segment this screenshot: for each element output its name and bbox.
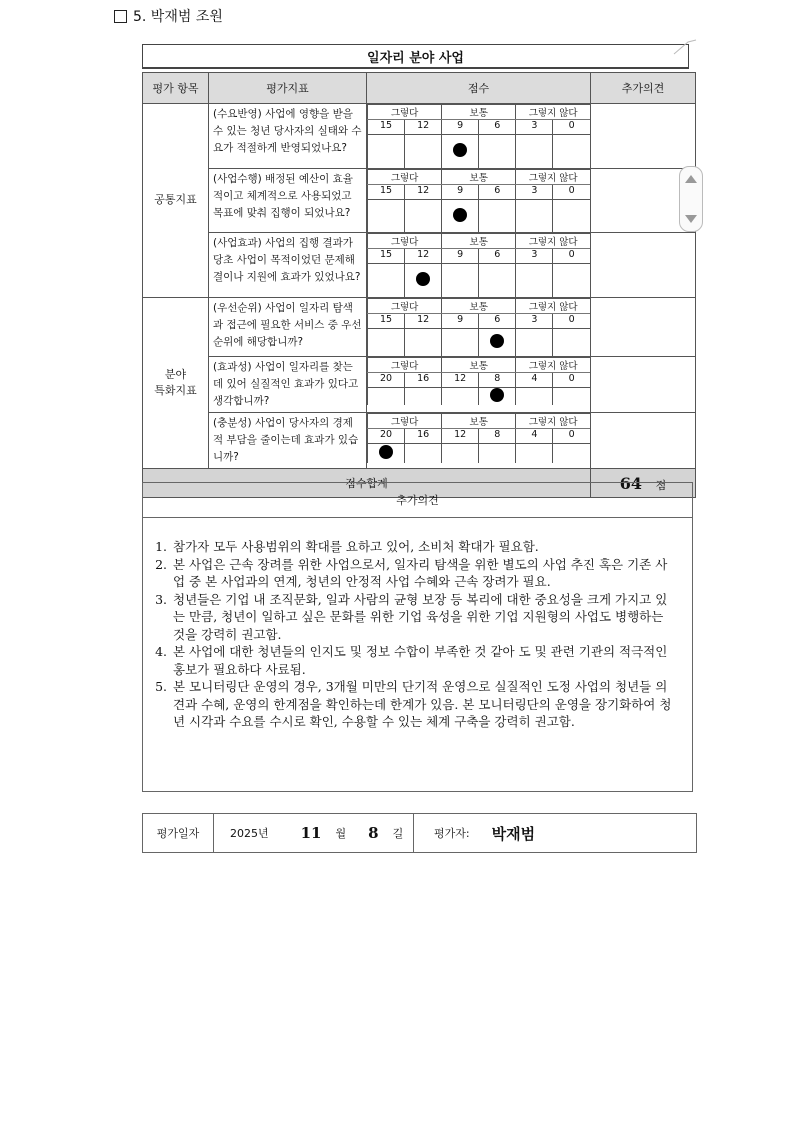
score-option: 0: [553, 429, 590, 444]
opinion-cell[interactable]: [591, 233, 696, 298]
score-mark-cell[interactable]: [516, 329, 553, 357]
header-opinion: 추가의견: [591, 73, 696, 104]
score-option: 6: [479, 120, 516, 135]
score-option: 0: [553, 314, 590, 329]
score-mark-cell[interactable]: [405, 329, 442, 357]
scale-label: 그렇다: [368, 170, 442, 185]
score-option: 9: [442, 120, 479, 135]
score-option: 20: [368, 373, 405, 388]
score-option: 15: [368, 249, 405, 264]
category-common: 공통지표: [143, 104, 209, 298]
score-option: 9: [442, 314, 479, 329]
score-cell: [367, 104, 591, 169]
indicator-text: (효과성) 사업이 일자리를 찾는데 있어 실질적인 효과가 있다고 생각합니까?: [209, 357, 367, 413]
score-option: 3: [516, 185, 553, 200]
selected-mark-icon: [453, 143, 467, 157]
score-mark-cell[interactable]: [405, 135, 442, 169]
score-mark-cell[interactable]: [368, 444, 405, 464]
score-option: 12: [405, 314, 442, 329]
score-mark-cell[interactable]: [553, 200, 590, 233]
scroll-up-icon[interactable]: [685, 175, 697, 183]
score-mark-cell[interactable]: [553, 444, 590, 464]
opinion-item: 1. 참가자 모두 사용범위의 확대를 요하고 있어, 소비처 확대가 필요함.: [171, 538, 676, 556]
scale-label: 보통: [442, 414, 516, 429]
scale-label: 그렇지 않다: [516, 234, 590, 249]
scale-label: 보통: [442, 358, 516, 373]
score-cell: [367, 357, 591, 413]
score-option: 15: [368, 185, 405, 200]
score-cell: [367, 233, 591, 298]
evaluator-label: 평가자:: [434, 827, 470, 840]
heading-text: 5. 박재범 조원: [133, 9, 223, 25]
date-month: 11: [300, 824, 322, 842]
score-mark-cell[interactable]: [405, 200, 442, 233]
scale-label: 그렇다: [368, 299, 442, 314]
score-mark-cell[interactable]: [368, 264, 405, 298]
score-mark-cell[interactable]: [479, 200, 516, 233]
opinion-cell[interactable]: [591, 413, 696, 469]
score-option: 9: [442, 185, 479, 200]
category-special: 분야 특화지표: [143, 298, 209, 469]
opinion-cell[interactable]: [591, 357, 696, 413]
score-mark-cell[interactable]: [442, 329, 479, 357]
score-mark-cell[interactable]: [368, 329, 405, 357]
score-mark-cell[interactable]: [442, 200, 479, 233]
score-mark-cell[interactable]: [442, 444, 479, 464]
evaluator-name: 박재범: [491, 824, 536, 843]
score-mark-cell[interactable]: [553, 388, 590, 406]
score-mark-cell[interactable]: [479, 444, 516, 464]
score-mark-cell[interactable]: [516, 135, 553, 169]
header-category: 평가 항목: [143, 73, 209, 104]
header-score: 점수: [367, 73, 591, 104]
score-mark-cell[interactable]: [368, 135, 405, 169]
score-mark-cell[interactable]: [553, 135, 590, 169]
score-option: 6: [479, 249, 516, 264]
scroll-down-icon[interactable]: [685, 215, 697, 223]
score-mark-cell[interactable]: [479, 135, 516, 169]
scale-label: 그렇지 않다: [516, 358, 590, 373]
score-option: 9: [442, 249, 479, 264]
table-title: [142, 44, 689, 69]
opinion-item: 5. 본 모니터링단 운영의 경우, 3개월 미만의 단기적 운영으로 실질적인 도정 사업의 청년들 의견과 수혜, 운영의 한계점을 확인하는데 한계가 있음. 본 모니터링단의 운영을 장기화하여 청년 시각과 수요를 수시로 확인, 수용할 수 있는 체계 구축을 강력히 권고함.: [171, 678, 676, 731]
score-option: 4: [516, 429, 553, 444]
score-option: 0: [553, 373, 590, 388]
score-option: 12: [405, 249, 442, 264]
score-option: 4: [516, 373, 553, 388]
scale-label: 그렇지 않다: [516, 170, 590, 185]
selected-mark-icon: [416, 272, 430, 286]
scale-label: 그렇다: [368, 234, 442, 249]
selected-mark-icon: [490, 334, 504, 348]
score-mark-cell[interactable]: [368, 200, 405, 233]
score-mark-cell[interactable]: [553, 264, 590, 298]
score-option: 3: [516, 314, 553, 329]
scale-label: 그렇지 않다: [516, 299, 590, 314]
table-row: [143, 169, 696, 233]
indicator-text: (우선순위) 사업이 일자리 탐색과 접근에 필요한 서비스 중 우선순위에 해당합니까?: [209, 298, 367, 357]
score-option: 16: [405, 373, 442, 388]
evaluation-table: [142, 72, 696, 498]
opinion-cell[interactable]: [591, 298, 696, 357]
score-option: 12: [442, 429, 479, 444]
scale-label: 보통: [442, 234, 516, 249]
score-option: 3: [516, 249, 553, 264]
date-day: 8: [368, 824, 379, 842]
score-mark-cell[interactable]: [405, 388, 442, 406]
scale-label: 그렇지 않다: [516, 105, 590, 120]
score-option: 20: [368, 429, 405, 444]
table-row: [143, 357, 696, 413]
score-option: 12: [405, 185, 442, 200]
table-row: [143, 233, 696, 298]
indicator-text: (사업수행) 배정된 예산이 효율적이고 체계적으로 사용되었고 목표에 맞춰 집행이 되었나요?: [209, 169, 367, 233]
indicator-text: (사업효과) 사업의 집행 결과가 당초 사업이 목적이었던 문제해결이나 지원에 효과가 있었나요?: [209, 233, 367, 298]
total-unit: 점: [655, 478, 667, 492]
opinion-item: 2. 본 사업은 근속 장려를 위한 사업으로서, 일자리 탐색을 위한 별도의 사업 추진 혹은 기존 사업 중 본 사업과의 연계, 청년의 안정적 사업 수혜와 근속 장려가 필요.: [171, 556, 676, 591]
score-option: 0: [553, 120, 590, 135]
opinion-header: 추가의견: [143, 483, 692, 518]
indicator-text: (수요반영) 사업에 영향을 받을 수 있는 청년 당사자의 실태와 수요가 적절하게 반영되었나요?: [209, 104, 367, 169]
section-heading: [114, 6, 223, 26]
score-mark-cell[interactable]: [405, 264, 442, 298]
header-row: [143, 73, 696, 104]
opinion-item: 4. 본 사업에 대한 청년들의 인지도 및 정보 수합이 부족한 것 같아 도 및 관련 기관의 적극적인 홍보가 필요하다 사료됨.: [171, 643, 676, 678]
scale-label: 그렇지 않다: [516, 414, 590, 429]
evaluation-footer: [142, 813, 697, 853]
date-value: [214, 814, 414, 852]
score-cell: [367, 413, 591, 469]
date-month-unit: 월: [335, 827, 347, 840]
score-cell: [367, 169, 591, 233]
opinion-item: 3. 청년들은 기업 내 조직문화, 일과 사람의 균형 보장 등 복리에 대한 중요성을 크게 가지고 있는 만큼, 청년이 일하고 싶은 문화를 위한 기업 육성을 위한 기업 지원형의 사업도 병행하는 것을 강력히 권고함.: [171, 591, 676, 644]
score-mark-cell[interactable]: [479, 264, 516, 298]
score-mark-cell[interactable]: [442, 388, 479, 406]
scale-label: 보통: [442, 170, 516, 185]
score-mark-cell[interactable]: [479, 388, 516, 406]
score-mark-cell[interactable]: [405, 444, 442, 464]
scale-label: 그렇다: [368, 105, 442, 120]
score-option: 16: [405, 429, 442, 444]
selected-mark-icon: [453, 208, 467, 222]
date-year: 2025년: [230, 827, 269, 840]
table-row: [143, 413, 696, 469]
score-mark-cell[interactable]: [442, 135, 479, 169]
score-option: 8: [479, 373, 516, 388]
selected-mark-icon: [379, 445, 393, 459]
date-day-unit: 길: [392, 827, 404, 840]
opinion-box: [142, 482, 693, 792]
score-mark-cell[interactable]: [516, 444, 553, 464]
scale-label: 보통: [442, 105, 516, 120]
indicator-text: (충분성) 사업이 당사자의 경제적 부담을 줄이는데 효과가 있습니까?: [209, 413, 367, 469]
score-option: 12: [405, 120, 442, 135]
scale-label: 그렇다: [368, 358, 442, 373]
score-mark-cell[interactable]: [516, 200, 553, 233]
score-option: 12: [442, 373, 479, 388]
scale-label: 그렇다: [368, 414, 442, 429]
table-title-text: 일자리 분야 사업: [367, 50, 464, 66]
score-mark-cell[interactable]: [442, 264, 479, 298]
score-option: 0: [553, 185, 590, 200]
table-row: [143, 104, 696, 169]
score-option: 3: [516, 120, 553, 135]
total-value: 64: [619, 473, 643, 493]
score-option: 15: [368, 120, 405, 135]
date-label: 평가일자: [143, 814, 214, 852]
evaluator-cell: [414, 823, 696, 844]
scale-label: 보통: [442, 299, 516, 314]
page-curl-icon: [672, 38, 698, 56]
score-mark-cell[interactable]: [368, 388, 405, 406]
score-mark-cell[interactable]: [516, 264, 553, 298]
page-scroll-control[interactable]: [679, 166, 703, 232]
table-row: [143, 298, 696, 357]
score-mark-cell[interactable]: [479, 329, 516, 357]
score-option: 15: [368, 314, 405, 329]
score-option: 6: [479, 185, 516, 200]
score-option: 8: [479, 429, 516, 444]
score-option: 6: [479, 314, 516, 329]
selected-mark-icon: [490, 388, 504, 402]
score-mark-cell[interactable]: [553, 329, 590, 357]
total-label: 점수합계: [143, 469, 591, 498]
opinion-list: [143, 518, 692, 731]
score-cell: [367, 298, 591, 357]
header-indicator: 평가지표: [209, 73, 367, 104]
score-mark-cell[interactable]: [516, 388, 553, 406]
score-option: 0: [553, 249, 590, 264]
checkbox-icon: [114, 10, 127, 23]
opinion-cell[interactable]: [591, 104, 696, 169]
